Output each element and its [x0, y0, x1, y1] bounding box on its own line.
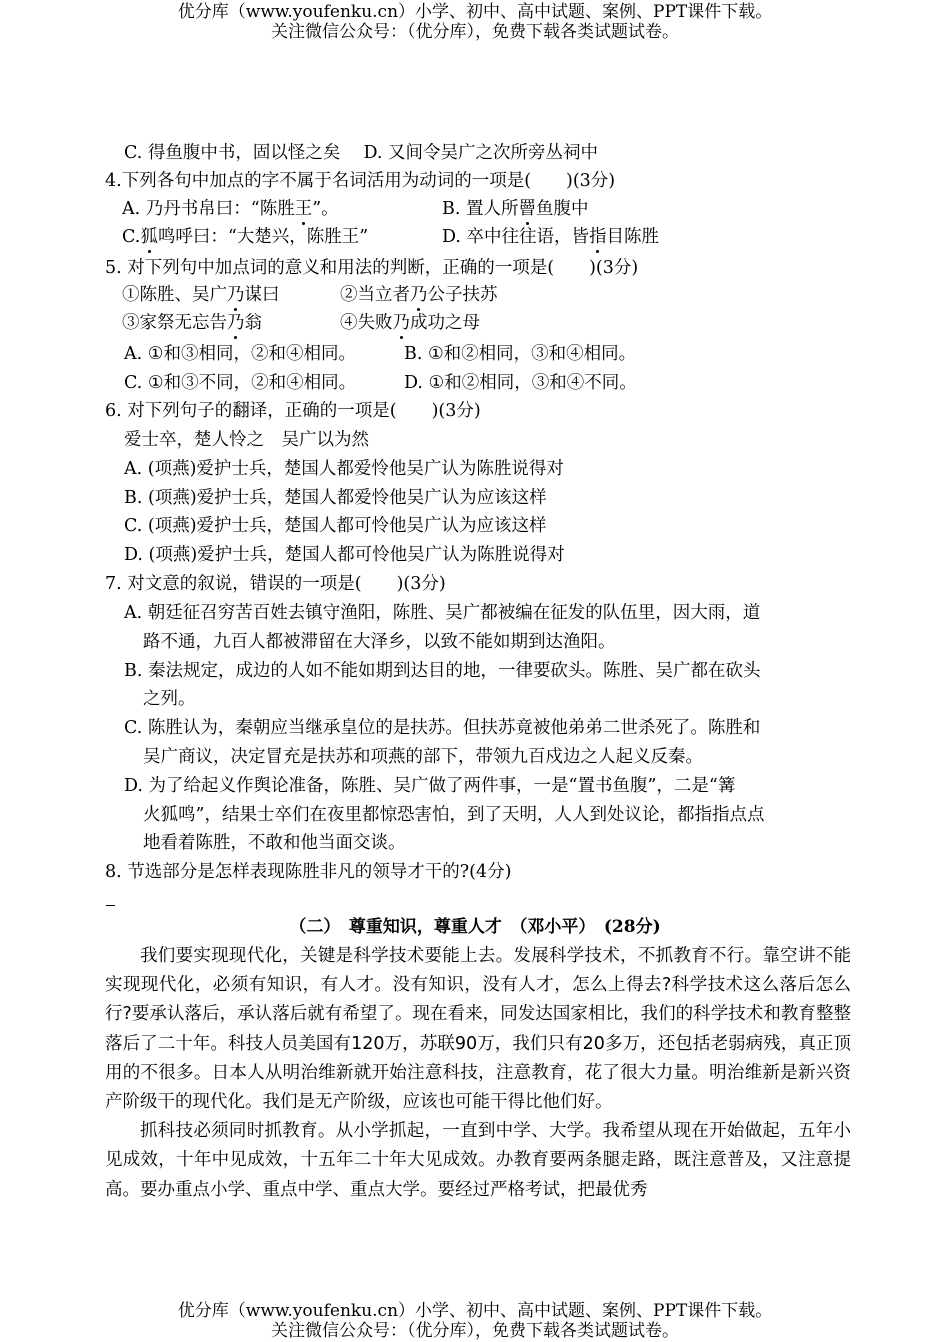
footer-line-1: 优分库（www.youfenku.cn）小学、初中、高中试题、案例、PPT课件下载。 — [177, 1301, 773, 1321]
q5-option-c: C. ①和③不同，②和④相同。 — [124, 373, 357, 393]
q5-stem: 5. 对下列句中加点词的意义和用法的判断，正确的一项是( )(3分) — [105, 258, 639, 278]
section-2-title: （二） 尊重知识，尊重人才 （邓小平） (28分) — [289, 917, 661, 937]
q4-option-a: A. 乃丹书帛曰：“陈胜王”。 — [122, 199, 339, 219]
q4-option-d: D. 卒中往往语，皆指目陈胜 — [442, 227, 660, 247]
q6-quote: 爱士卒，楚人怜之 吴广以为然 — [124, 430, 369, 450]
q7-option-c-line1: C. 陈胜认为，秦朝应当继承皇位的是扶苏。但扶苏竟被他弟弟二世杀死了。陈胜和 — [124, 718, 761, 738]
dotted-char: 乃 — [392, 313, 410, 333]
dotted-char: 乃 — [410, 285, 428, 305]
q5-option-d: D. ①和②相同，③和④不同。 — [404, 373, 637, 393]
q7-stem: 7. 对文意的叙说，错误的一项是( )(3分) — [105, 574, 446, 594]
q7-option-d-line1: D. 为了给起义作舆论准备，陈胜、吴广做了两件事，一是“置书鱼腹”，二是“篝 — [124, 776, 736, 796]
footer-line-2: 关注微信公众号：（优分库），免费下载各类试题试卷。 — [271, 1321, 679, 1341]
q7-option-b-line2: 之列。 — [143, 689, 196, 709]
header-line-2: 关注微信公众号：（优分库），免费下载各类试题试卷。 — [271, 22, 679, 42]
q4-stem: 4.下列各句中加点的字不属于名词活用为动词的一项是( )(3分) — [105, 171, 616, 191]
q5-item-2: ②当立者乃公子扶苏 — [340, 285, 498, 305]
q6-option-c: C. (项燕)爱护士兵，楚国人都可怜他吴广认为应该这样 — [124, 516, 547, 536]
passage-paragraph-2: 抓科技必须同时抓教育。从小学抓起，一直到中学、大学。我希望从现在开始做起，五年小见成效，十年中见成效，十五年二十年大见成效。办教育要两条腿走路，既注意普及，又注意提高。要办重点小学、重点中学、重点大学。要经过严格考试，把最优秀 — [105, 1121, 851, 1200]
q7-option-a-line1: A. 朝廷征召穷苦百姓去镇守渔阳，陈胜、吴广都被编在征发的队伍里，因大雨，道 — [124, 603, 761, 623]
answer-line — [106, 905, 115, 906]
q6-option-b: B. (项燕)爱护士兵，楚国人都爱怜他吴广认为应该这样 — [124, 488, 547, 508]
q5-option-a: A. ①和③相同，②和④相同。 — [124, 344, 356, 364]
dotted-char: 罾 — [518, 199, 536, 219]
dotted-char: 狐 — [140, 227, 158, 247]
q5-item-4: ④失败乃成功之母 — [340, 313, 480, 333]
passage-paragraph-1: 我们要实现现代化，关键是科学技术要能上去。发展科学技术，不抓教育不行。靠空讲不能实现现代化，必须有知识，有人才。没有知识，没有人才，怎么上得去?科学技术这么落后怎么行?要承认落后，承认落后就有希望了。现在看来，同发达国家相比，我们的科学技术和教育整整落后了二十年。科技人员美国有120万，苏联90万，我们只有20多万，还包括老弱病残，真正顶用的不很多。日本人从明治维新就开始注意科技，注意教育，花了很大力量。明治维新是新兴资产阶级干的现代化。我们是无产阶级，应该也可能干得比他们好。 — [105, 946, 851, 1113]
q5-item-3: ③家祭无忘告乃翁 — [122, 313, 262, 333]
q5-item-1: ①陈胜、吴广乃谋曰 — [122, 285, 280, 305]
dotted-char: 乃 — [227, 285, 245, 305]
q8-stem: 8. 节选部分是怎样表现陈胜非凡的领导才干的?(4分) — [105, 862, 512, 882]
q6-option-a: A. (项燕)爱护士兵，楚国人都爱怜他吴广认为陈胜说得对 — [124, 459, 564, 479]
q7-option-d-line3: 地看着陈胜，不敢和他当面交谈。 — [143, 833, 406, 853]
q4-option-c: C.狐鸣呼曰：“大楚兴，陈胜王” — [122, 227, 369, 247]
q7-option-d-line2: 火狐鸣”，结果士卒们在夜里都惊恐害怕，到了天明，人人到处议论，都指指点点 — [143, 805, 765, 825]
q7-option-a-line2: 路不通，九百人都被滞留在大泽乡，以致不能如期到达渔阳。 — [143, 632, 616, 652]
q7-option-c-line2: 吴广商议，决定冒充是扶苏和项燕的部下，带领九百戍边之人起义反秦。 — [143, 747, 703, 767]
dotted-char: 指 — [589, 227, 607, 247]
q6-option-d: D. (项燕)爱护士兵，楚国人都可怜他吴广认为陈胜说得对 — [124, 545, 565, 565]
dotted-char: 乃 — [227, 313, 245, 333]
q6-stem: 6. 对下列句子的翻译，正确的一项是( )(3分) — [105, 401, 481, 421]
q5-option-b: B. ①和②相同，③和④相同。 — [404, 344, 637, 364]
passage — [105, 942, 851, 1205]
header-line-1: 优分库（www.youfenku.cn）小学、初中、高中试题、案例、PPT课件下载。 — [177, 2, 773, 22]
dotted-char: 王 — [294, 199, 313, 219]
q3-options: C. 得鱼腹中书，固以怪之矣 D. 又间令吴广之次所旁丛祠中 — [124, 143, 598, 163]
q4-option-b: B. 置人所罾鱼腹中 — [442, 199, 589, 219]
q7-option-b-line1: B. 秦法规定，成边的人如不能如期到达目的地，一律要砍头。陈胜、吴广都在砍头 — [124, 661, 761, 681]
